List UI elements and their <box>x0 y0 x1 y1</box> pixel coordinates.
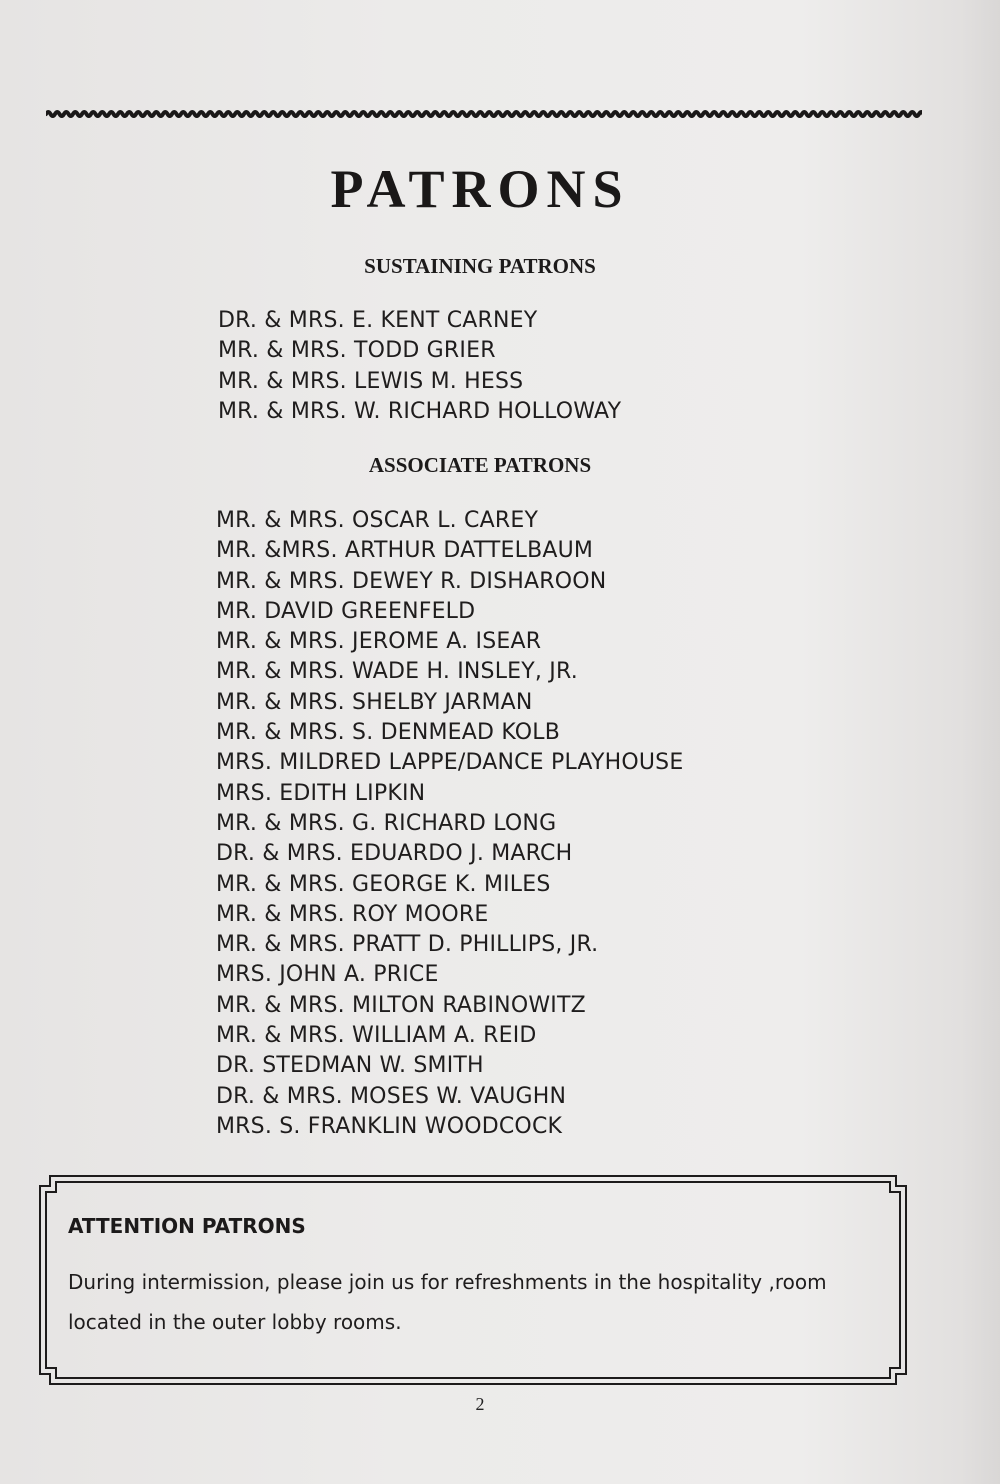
patron-name: MR. & MRS. MILTON RABINOWITZ <box>216 992 586 1018</box>
notice-body: During intermission, please join us for refreshments in the hospitality ,room located in the outer lobby rooms. <box>68 1270 827 1334</box>
notice-title: ATTENTION PATRONS <box>68 1214 306 1238</box>
patron-name: MR. &MRS. ARTHUR DATTELBAUM <box>216 538 594 564</box>
wavy-rule-divider <box>46 98 922 128</box>
patron-name: MR. & MRS. ROY MOORE <box>216 901 489 927</box>
patron-name: MRS. JOHN A. PRICE <box>216 962 439 988</box>
patron-name: MR. & MRS. JEROME A. ISEAR <box>216 629 542 655</box>
patron-name: MR. DAVID GREENFELD <box>216 598 476 624</box>
sustaining-patrons-list <box>218 306 621 427</box>
patron-name: MRS. MILDRED LAPPE/DANCE PLAYHOUSE <box>216 750 684 776</box>
associate-patrons-list <box>216 506 683 1142</box>
patron-name: MR. & MRS. WILLIAM A. REID <box>216 1023 537 1049</box>
patron-name: DR. & MRS. EDUARDO J. MARCH <box>216 841 573 867</box>
patron-name: MR. & MRS. S. DENMEAD KOLB <box>216 720 561 746</box>
patron-name: MRS. S. FRANKLIN WOODCOCK <box>216 1113 563 1139</box>
sustaining-patrons-heading: SUSTAINING PATRONS <box>364 254 596 278</box>
patron-name: DR. & MRS. E. KENT CARNEY <box>218 308 538 333</box>
patron-name: MR. & MRS. LEWIS M. HESS <box>218 368 524 394</box>
patron-name: MR. & MRS. W. RICHARD HOLLOWAY <box>218 398 622 424</box>
patron-name: MR. & MRS. DEWEY R. DISHAROON <box>216 568 607 594</box>
patron-name: DR. & MRS. MOSES W. VAUGHN <box>216 1083 567 1109</box>
page-number: 2 <box>475 1394 485 1414</box>
page-title: PATRONS <box>330 159 630 219</box>
patron-name: DR. STEDMAN W. SMITH <box>216 1053 484 1079</box>
attention-notice-box <box>36 1172 910 1388</box>
patron-name: MR. & MRS. OSCAR L. CAREY <box>216 508 539 533</box>
associate-patrons-heading: ASSOCIATE PATRONS <box>368 453 592 477</box>
patron-name: MR. & MRS. SHELBY JARMAN <box>216 689 533 715</box>
patron-name: MRS. EDITH LIPKIN <box>216 780 426 806</box>
patron-name: MR. & MRS. G. RICHARD LONG <box>216 810 557 836</box>
patron-name: MR. & MRS. TODD GRIER <box>218 338 496 364</box>
patron-name: MR. & MRS. PRATT D. PHILLIPS, JR. <box>216 932 599 958</box>
patron-name: MR. & MRS. WADE H. INSLEY, JR. <box>216 659 578 685</box>
patron-name: MR. & MRS. GEORGE K. MILES <box>216 871 551 897</box>
